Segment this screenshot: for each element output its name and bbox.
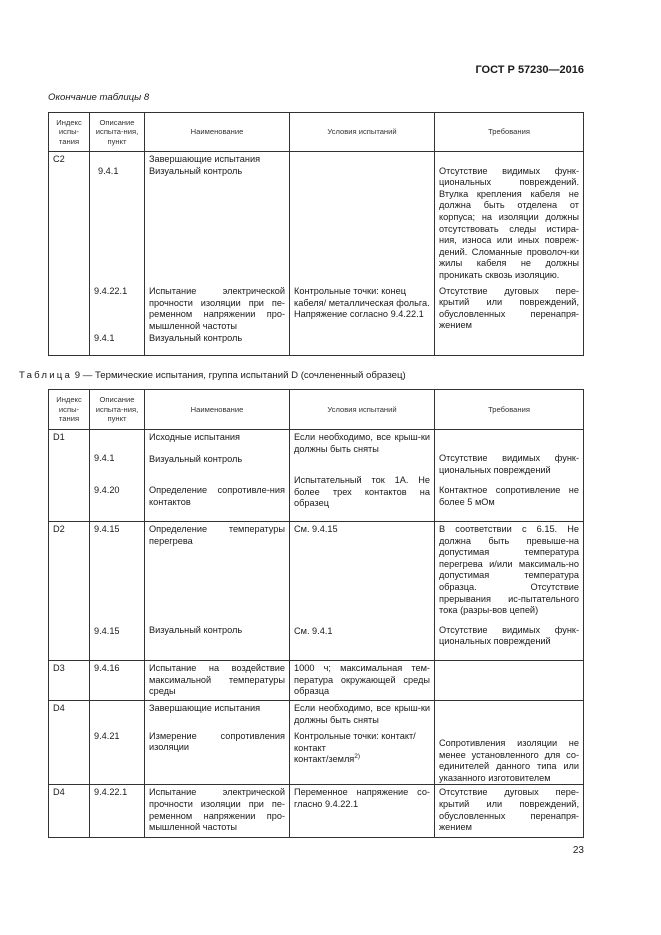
conditions-cell: 1000 ч; максимальная тем-пература окружающей среды образца (290, 661, 435, 701)
test-index: D4 (49, 785, 90, 838)
table9-group-d3 (49, 661, 584, 701)
test-index: C2 (49, 152, 90, 356)
clause-cell: 9.4.22.1 (94, 286, 128, 297)
name-cell: Испытание электрической прочности изоляции при пе-ременном напряжении про-мышленной частоты (149, 286, 285, 331)
conditions-cell: Если необходимо, все крыш-ки должны быть сняты (294, 432, 430, 454)
clause-cell: 9.4.21 (94, 731, 120, 741)
requirements-cell: Отсутствие видимых функ-циональных повреждений (439, 624, 579, 647)
page-number: 23 (572, 845, 584, 856)
name-cell: Завершающие испытания (149, 703, 261, 713)
test-index: D4 (49, 701, 90, 785)
name-cell: Измерение сопротивления изоляции (149, 730, 285, 753)
table9-group-d2 (49, 522, 584, 661)
test-index: D1 (49, 430, 90, 522)
name-cell: Визуальный контроль (149, 165, 243, 176)
clause-cell: 9.4.1 (94, 332, 115, 343)
col-header-index: Индекс испы-тания (49, 113, 90, 152)
name-cell: Исходные испытания (149, 432, 240, 442)
requirements-cell: Отсутствие видимых функ-циональных повреждений. Втулка крепления кабеля не должна быть отделена от корпуса; на изоляции должны отсутствовать следы истира-ния, износа или иных повреж-дений. Сломанные проволоч-ки жилы кабеля не должны проникать сквозь изоляцию. (439, 165, 579, 280)
conditions-cell: Испытательный ток 1А. Не более трех контактов на образец (294, 475, 430, 509)
table8-group-c2 (49, 152, 584, 356)
table9-group-d1 (49, 430, 584, 522)
conditions-cell: Контрольные точки: контакт/контакт (294, 731, 416, 753)
clause-cell: 9.4.15 (94, 524, 120, 534)
name-cell: Визуальный контроль (149, 625, 243, 636)
conditions-cell: См. 9.4.15 (294, 524, 338, 534)
name-cell: Испытание электрической прочности изоляции при пе-ременном напряжении про-мышленной частоты (145, 785, 290, 838)
table9-header-row (49, 390, 584, 430)
conditions-cell-extra: контакт/земля$^{2)}$ (294, 753, 361, 765)
name-cell: Завершающие испытания (149, 154, 261, 164)
col-header-index: Индекс испы-тания (49, 390, 90, 430)
requirements-cell: В соответствии с 6.15. Не должна быть превыше-на допустимая температура перегрева и/или максималь-но допустимая температура образца. Отсутствие прерывания ис-пытательного тока (разры-вов цепей) (439, 524, 579, 616)
col-header-conditions: Условия испытаний (290, 390, 435, 430)
col-header-name: Наименование (145, 390, 290, 430)
name-cell: Визуальный контроль (149, 332, 243, 343)
requirements-cell: Контактное сопротивление не более 5 мОм (439, 485, 579, 507)
test-index: D3 (49, 661, 90, 701)
col-header-conditions: Условия испытаний (290, 113, 435, 152)
clause-cell: 9.4.20 (94, 484, 120, 495)
clause-cell: 9.4.1 (98, 165, 119, 176)
footnote-mark: 2) (354, 753, 361, 761)
clause-cell: 9.4.16 (90, 661, 145, 701)
conditions-cell: Если необходимо, все крыш-ки должны быть сняты (294, 703, 430, 725)
table-8 (48, 112, 584, 356)
col-header-clause: Описание испыта-ния, пункт (90, 113, 145, 152)
requirements-cell: Отсутствие видимых функ-циональных повреждений (439, 453, 579, 475)
requirements-cell: Отсутствие дуговых пере-крытий или повреждений, обусловленных перенапря-жением (435, 785, 584, 838)
name-cell: Определение сопротивле-ния контактов (149, 485, 285, 507)
name-cell: Испытание на воздействие максимальной температуры среды (145, 661, 290, 701)
table8-caption: Окончание таблицы 8 (48, 92, 150, 103)
table8-header-row (49, 113, 584, 152)
clause-cell: 9.4.1 (94, 453, 115, 463)
table9-caption: Таблица 9 — Термические испытания, группа испытаний D (сочлененный образец) (19, 370, 406, 381)
conditions-cell: См. 9.4.1 (294, 625, 333, 636)
test-index: D2 (49, 522, 90, 661)
table9-group-d4-ac-test (49, 785, 584, 838)
name-cell: Определение температуры перегрева (149, 524, 285, 546)
conditions-cell: Контрольные точки: конец кабеля/ металлическая фольга. Напряжение согласно 9.4.22.1 (294, 286, 430, 320)
col-header-clause: Описание испыта-ния, пункт (90, 390, 145, 430)
requirements-cell: Сопротивления изоляции не менее установленного для со-единителей данного типа или указанного изготовителем (439, 738, 579, 783)
conditions-cell: Переменное напряжение со-гласно 9.4.22.1 (290, 785, 435, 838)
name-cell: Визуальный контроль (149, 453, 243, 464)
clause-cell: 9.4.15 (94, 625, 120, 636)
requirements-cell: Отсутствие дуговых пере-крытий или повреждений, обусловленных перенапря-жением (439, 285, 579, 331)
table9-group-d4 (49, 701, 584, 785)
standard-number: ГОСТ Р 57230—2016 (475, 64, 584, 76)
col-header-name: Наименование (145, 113, 290, 152)
col-header-requirements: Требования (435, 390, 584, 430)
clause-cell: 9.4.22.1 (90, 785, 145, 838)
col-header-requirements: Требования (435, 113, 584, 152)
table-9 (48, 389, 584, 838)
